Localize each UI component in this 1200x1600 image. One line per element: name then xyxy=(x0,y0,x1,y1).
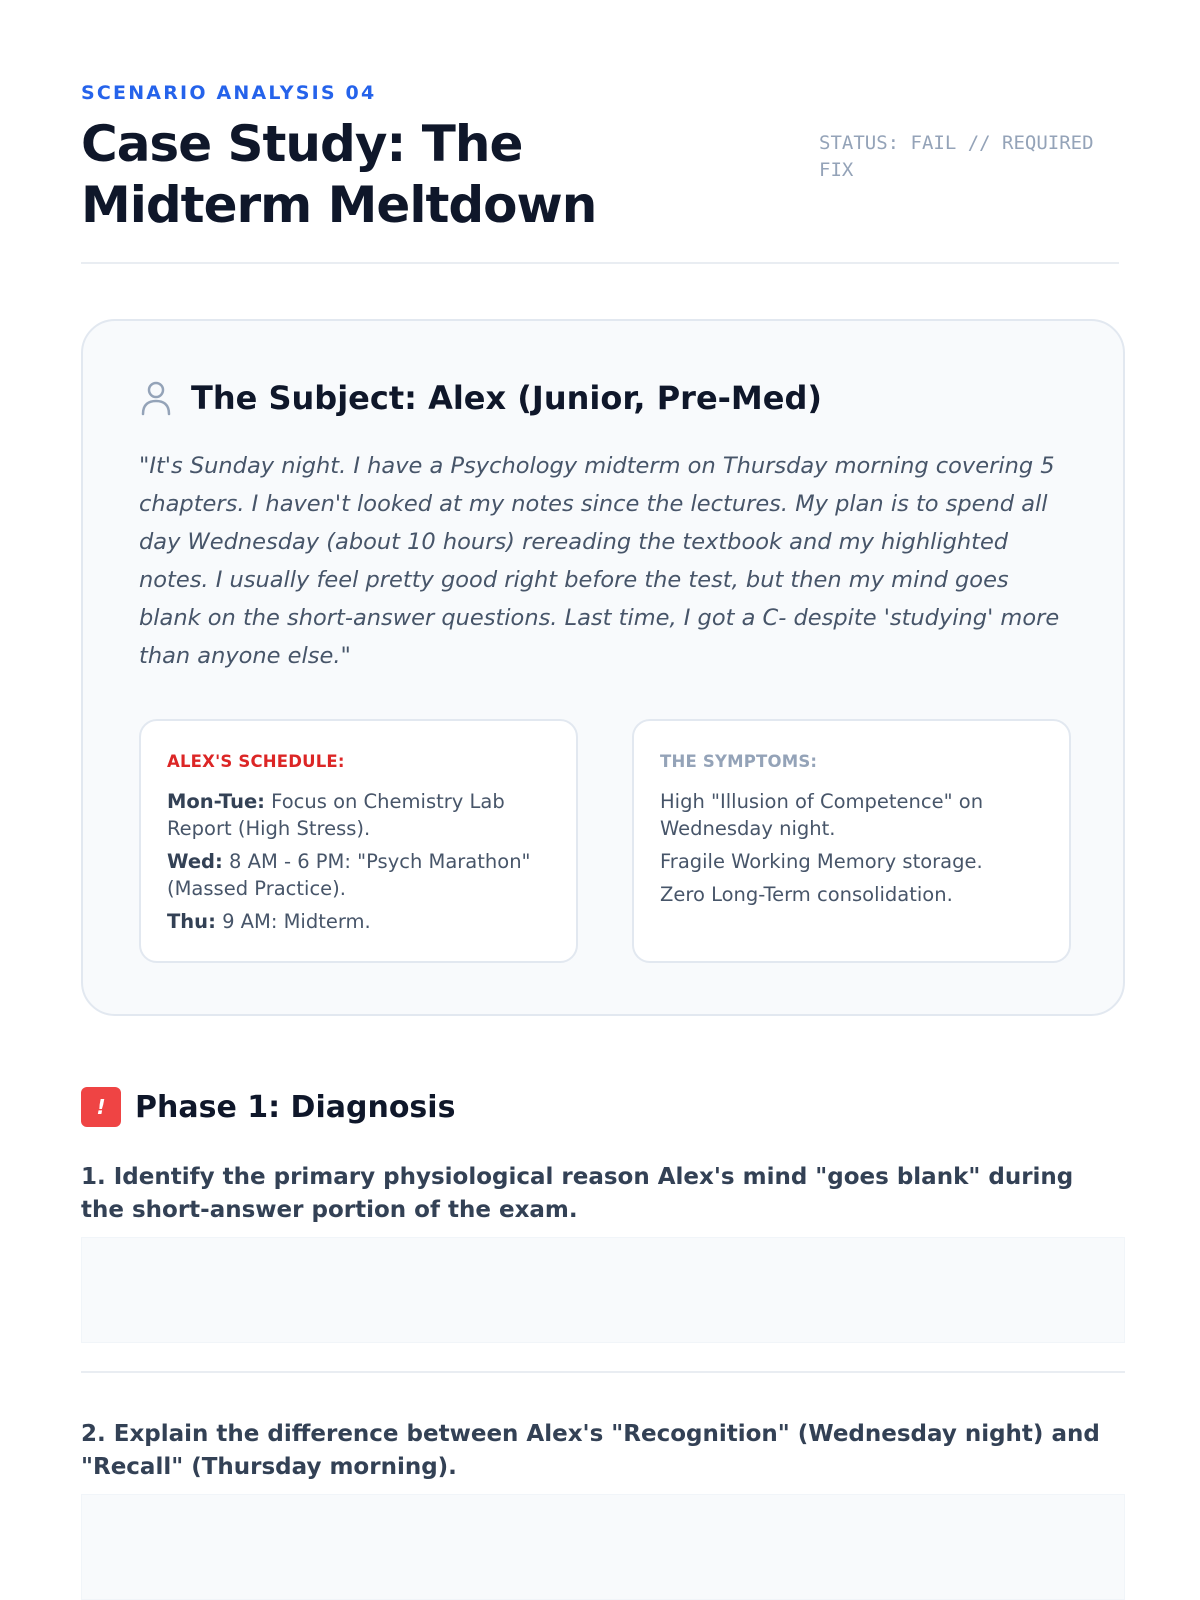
person-icon xyxy=(139,380,173,416)
symptom-item: High "Illusion of Competence" on Wednesday night. xyxy=(660,790,984,840)
subject-title: The Subject: Alex (Junior, Pre-Med) xyxy=(191,379,822,417)
schedule-item: Mon-Tue: Focus on Chemistry Lab Report (High Stress). xyxy=(167,790,505,840)
answer-area-2[interactable] xyxy=(81,1494,1125,1600)
subject-header xyxy=(139,379,822,417)
symptom-item: Zero Long-Term consolidation. xyxy=(660,883,953,906)
phase-title: Phase 1: Diagnosis xyxy=(135,1089,456,1125)
scenario-eyebrow: SCENARIO ANALYSIS 04 xyxy=(81,82,377,104)
page-title: Case Study: The Midterm Meltdown xyxy=(81,115,597,234)
schedule-box xyxy=(139,719,578,963)
schedule-label: ALEX'S SCHEDULE: xyxy=(167,752,345,771)
subject-card xyxy=(81,319,1125,1016)
status-label: STATUS: FAIL // REQUIRED FIX xyxy=(819,132,1094,181)
question-1: 1. Identify the primary physiological reason Alex's mind "goes blank" during the short-answer portion of the exam. xyxy=(81,1164,1074,1223)
schedule-item: Thu: 9 AM: Midterm. xyxy=(167,910,371,933)
question-2: 2. Explain the difference between Alex's "Recognition" (Wednesday night) and "Recall" (Thursday morning). xyxy=(81,1421,1100,1480)
symptoms-label: THE SYMPTOMS: xyxy=(660,752,818,771)
symptoms-box xyxy=(632,719,1071,963)
schedule-item: Wed: 8 AM - 6 PM: "Psych Marathon" (Massed Practice). xyxy=(167,850,531,900)
subject-quote: "It's Sunday night. I have a Psychology midterm on Thursday morning covering 5 chapters. I haven't looked at my notes since the lectures. My plan is to spend all day Wednesday (about 10 hours) rereading the textbook and my highlighted notes. I usually feel pretty good right before the test, but then my mind goes blank on the short-answer questions. Last time, I got a C- despite 'studying' more than anyone else." xyxy=(139,453,1060,669)
divider xyxy=(81,1371,1125,1373)
answer-area-1[interactable] xyxy=(81,1237,1125,1343)
phase-header xyxy=(81,1087,455,1127)
page-header xyxy=(81,0,1119,264)
symptom-item: Fragile Working Memory storage. xyxy=(660,850,983,873)
alert-icon: ! xyxy=(81,1087,121,1127)
